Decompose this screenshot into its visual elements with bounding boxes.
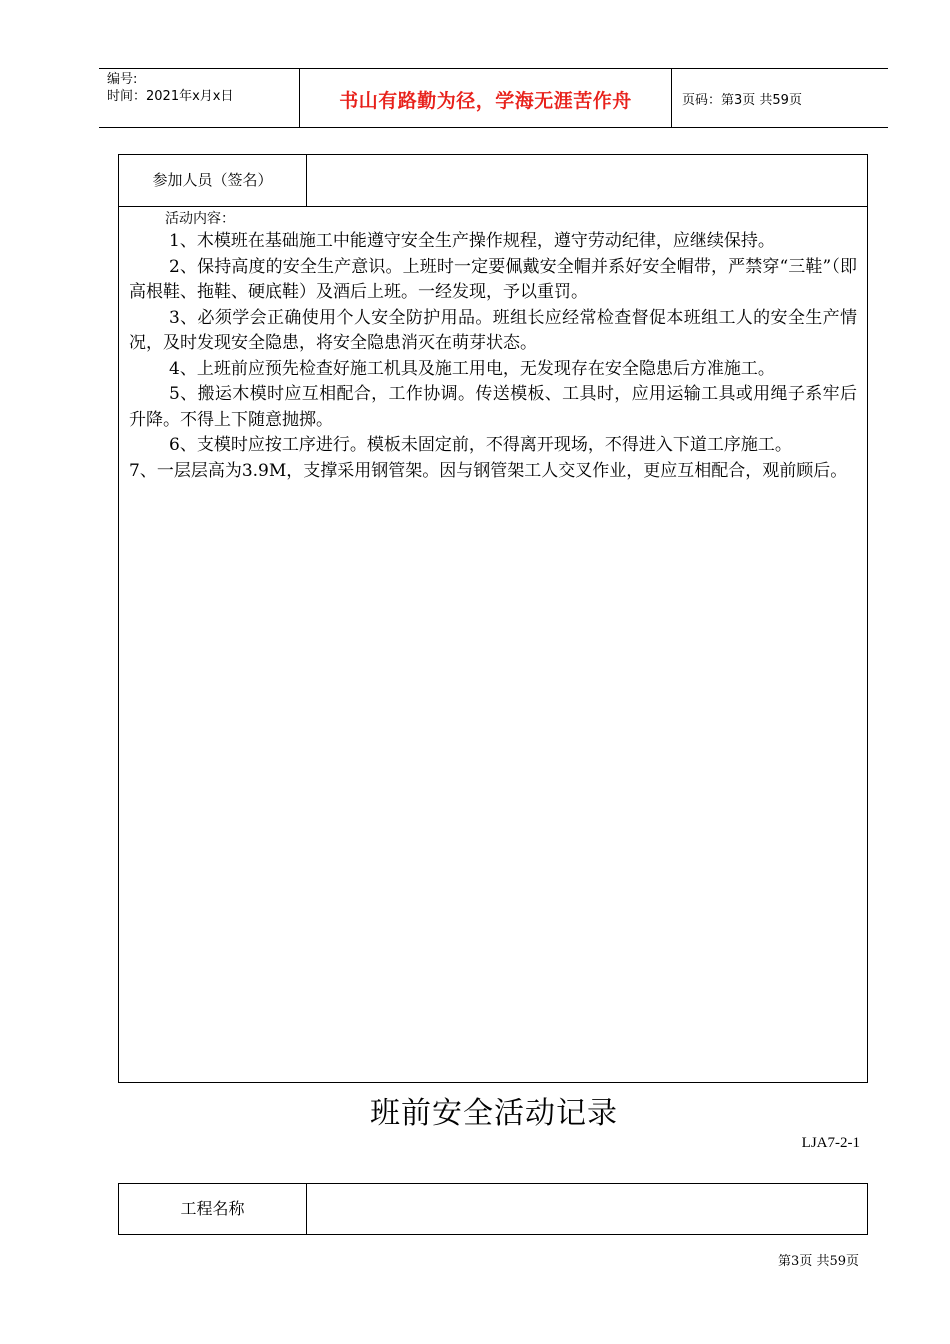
header-page-info: 页码：第3页 共59页 [682,93,802,108]
activity-item-7: 7、一层层高为3.9M，支撑采用钢管架。因与钢管架工人交叉作业，更应互相配合，观前顾后。 [129,460,848,481]
activity-record-table [118,154,868,1083]
document-number-label: 编号: [107,72,138,87]
form-title: 班前安全活动记录 [370,1096,618,1131]
form-code: LJA7-2-1 [801,1135,860,1151]
activity-content-title: 活动内容： [165,211,235,227]
activity-item-3: 3、必须学会正确使用个人安全防护用品。班组长应经常检查督促本班组工人的安全生产情况，及时发现安全隐患，将安全隐患消灭在萌芽状态。 [129,307,857,353]
activity-item-1: 1、木模班在基础施工中能遵守安全生产操作规程，遵守劳动纪律，应继续保持。 [169,231,775,251]
activity-item-5: 5、搬运木模时应互相配合，工作协调。传送模板、工具时，应用运输工具或用绳子系牢后升降。不得上下随意抛掷。 [129,384,857,430]
participants-label: 参加人员（签名） [119,155,307,206]
document-time: 时间：2021年x月x日 [107,89,234,104]
header-divider [671,69,672,128]
activity-item-2: 2、保持高度的安全生产意识。上班时一定要佩戴安全帽并系好安全帽带，严禁穿“三鞋”（即高根鞋、拖鞋、硬底鞋）及酒后上班。一经发现，予以重罚。 [129,256,857,302]
activity-content [119,207,867,484]
footer-page-info: 第3页 共59页 [778,1254,859,1269]
participants-signature-cell[interactable] [307,155,867,206]
participants-row [119,155,867,207]
header-motto: 书山有路勤为径，学海无涯苦作舟 [339,90,632,112]
project-name-cell[interactable] [307,1184,867,1234]
activity-item-4: 4、上班前应预先检查好施工机具及施工用电，无发现存在安全隐患后方准施工。 [169,358,775,379]
header-meta [107,71,233,105]
page-header [99,68,888,128]
project-table [118,1183,868,1235]
project-name-label: 工程名称 [119,1184,307,1234]
activity-item-6: 6、支模时应按工序进行。模板未固定前，不得离开现场，不得进入下道工序施工。 [169,435,792,455]
